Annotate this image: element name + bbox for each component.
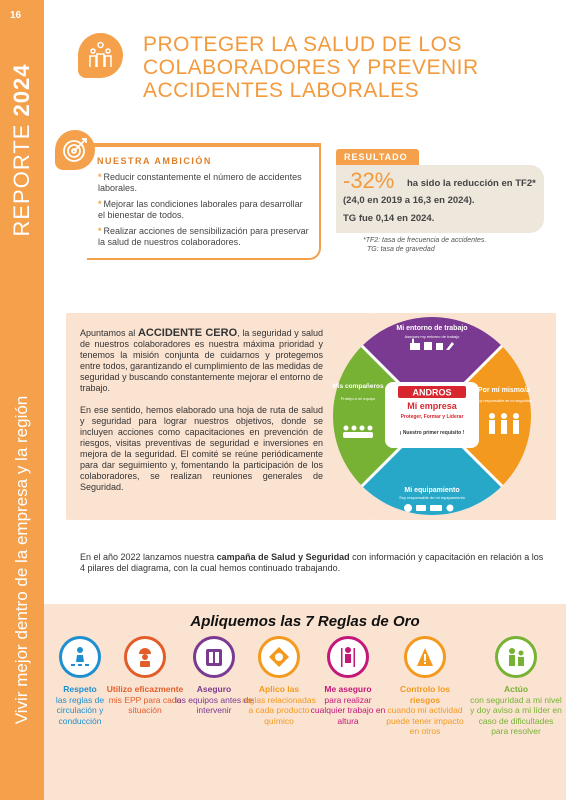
safety-diagram <box>332 316 532 516</box>
rule-bold: Respeto <box>63 684 97 694</box>
center-title: Mi empresa <box>407 401 457 411</box>
right-title-text: Por mí mismo/a <box>477 387 531 394</box>
motto: Vivir mejor dentro de la empresa y la región <box>12 395 31 725</box>
rules-title: Apliquemos las 7 Reglas de Oro <box>190 613 420 630</box>
bottom-title: Mi equipamiento <box>404 487 460 494</box>
bottom-sub: Soy responsable de mi equipamiento <box>399 495 465 500</box>
bullet: * <box>98 172 102 182</box>
brand-text: ANDROS <box>412 387 452 398</box>
campaign-before: En el año 2022 lanzamos nuestra <box>80 552 217 562</box>
road-crossing-icon <box>59 636 101 678</box>
team-alert-icon <box>495 636 537 678</box>
rule-desc: cuando mi actividad puede tener impacto en otros <box>386 705 464 736</box>
rule-text <box>385 684 465 737</box>
title-line-2: COLABORADORES Y PREVENIR <box>143 56 479 79</box>
rule-desc: mis EPP para cada situación <box>108 694 182 715</box>
bullet: * <box>98 226 102 236</box>
rule-bold: Aseguro <box>196 684 232 694</box>
rule-item <box>105 636 185 716</box>
bullet: * <box>98 199 102 209</box>
chemical-hazard-icon <box>258 636 300 678</box>
risk-control-icon <box>404 636 446 678</box>
report-word: REPORTE <box>9 123 34 237</box>
result-text: ha sido la reducción en TF2* <box>407 178 536 189</box>
title-line-3: ACCIDENTES LABORALES <box>143 79 420 102</box>
note-tf2: *TF2: tasa de frecuencia de accidentes. <box>363 237 487 244</box>
result-text-range: (24,0 en 2019 a 16,3 en 2024). <box>343 195 475 206</box>
page-title <box>143 33 543 102</box>
rule-item <box>385 636 465 737</box>
p1-bold: ACCIDENTE CERO <box>137 327 238 339</box>
top-sub: Asegurs my entorno de trabajo <box>404 334 460 339</box>
rule-desc: con seguridad a mi nivel y doy aviso a mi líder en caso de dificultades para resolver <box>470 694 562 736</box>
ambition-item: Mejorar las condiciones laborales para desarrollar el bienestar de todos. <box>98 199 303 220</box>
report-label <box>9 63 35 236</box>
rule-bold: Utilizo eficazmente <box>106 684 184 694</box>
puzzle-knob-bottom <box>425 467 439 481</box>
rule-text <box>470 684 562 737</box>
rule-bold: Controlo los riesgos <box>399 684 451 705</box>
rule-bold: Aplico las <box>258 684 300 694</box>
left-sub: Protejo a mi equipo <box>340 396 376 401</box>
list-item <box>97 172 312 194</box>
title-line-1: PROTEGER LA SALUD DE LOS <box>143 33 462 56</box>
campaign-after: con información y capacitación en relación a los 4 pilares del diagrama, con la cual hemos continuado trabajando. <box>80 552 544 573</box>
ambition-item: Reducir constantemente el número de accidentes laborales. <box>98 172 302 193</box>
report-year: 2024 <box>9 63 34 117</box>
height-safety-icon <box>327 636 369 678</box>
center-sub: Proteger, Formar y Liderar <box>400 414 464 420</box>
accident-paragraph-1 <box>80 328 323 394</box>
ambition-list <box>97 172 312 253</box>
left-title: Mis compañeros <box>332 383 384 390</box>
list-item <box>97 199 312 221</box>
rule-desc: reglas relacionadas a cada producto químico <box>242 694 316 726</box>
note-tg: TG: tasa de gravedad <box>367 246 435 253</box>
rule-desc: los equipos antes de intervenir <box>175 694 253 715</box>
ambition-item: Realizar acciones de sensibilización para preservar la salud de nuestros colaboradores. <box>98 226 309 247</box>
rule-text <box>105 684 185 716</box>
ppe-worker-icon <box>124 636 166 678</box>
puzzle-knob-left <box>367 409 381 423</box>
worker-icon <box>489 413 519 434</box>
p1-before: Apuntamos al <box>80 328 138 338</box>
rule-desc: para realizar cualquier trabajo en altura <box>310 694 386 726</box>
center-tag: ¡ Nuestro primer requisito ! <box>399 430 465 436</box>
rule-bold: Actúo <box>503 684 529 694</box>
people-icon <box>78 33 123 78</box>
lockout-icon <box>193 636 235 678</box>
result-heading: RESULTADO <box>336 149 419 165</box>
rule-text <box>308 684 388 726</box>
result-tg: TG fue 0,14 en 2024. <box>343 213 435 224</box>
rule-text <box>239 684 319 726</box>
top-title: Mi entorno de trabajo <box>396 325 468 332</box>
ambition-heading: NUESTRA AMBICIÓN <box>97 156 212 166</box>
rule-desc: las reglas de circulación y conducción <box>55 694 105 726</box>
p1-after: , la seguridad y salud de nuestros colaboradores es nuestra máxima prioridad y tenemos la misión conjunta de cuidarnos y protegemos entre todos, garantizando el cumplimiento de las medidas de seguridad y buscando constantemente mejorar el entorno de trabajo. <box>80 328 323 393</box>
rule-bold: Me aseguro <box>324 684 372 694</box>
page-number: 16 <box>10 10 22 21</box>
result-value: -32% <box>343 168 395 193</box>
accident-paragraph-2: En ese sentido, hemos elaborado una hoja de ruta de salud y seguridad para lograr nuestros objetivos, donde se incluyen acciones como capacitaciones en prevención de riesgos, visitas preventivas de seguridad e inversiones en mejora de la seguridad. El comité se reúne periódicamente para dar seguimiento y, fomentando la participación de los colaboradores, se realizan reuniones generales de Seguridad. <box>80 405 323 492</box>
rule-item <box>308 636 388 726</box>
rule-item <box>470 636 562 737</box>
rule-item <box>239 636 319 726</box>
puzzle-knob-top <box>425 351 439 365</box>
campaign-paragraph <box>80 552 550 574</box>
campaign-bold: campaña de Salud y Seguridad <box>216 552 350 562</box>
result-notes <box>363 236 486 254</box>
list-item <box>97 226 312 248</box>
right-sub: Soy responsable de mi seguridad <box>475 399 532 403</box>
right-title <box>478 387 530 394</box>
